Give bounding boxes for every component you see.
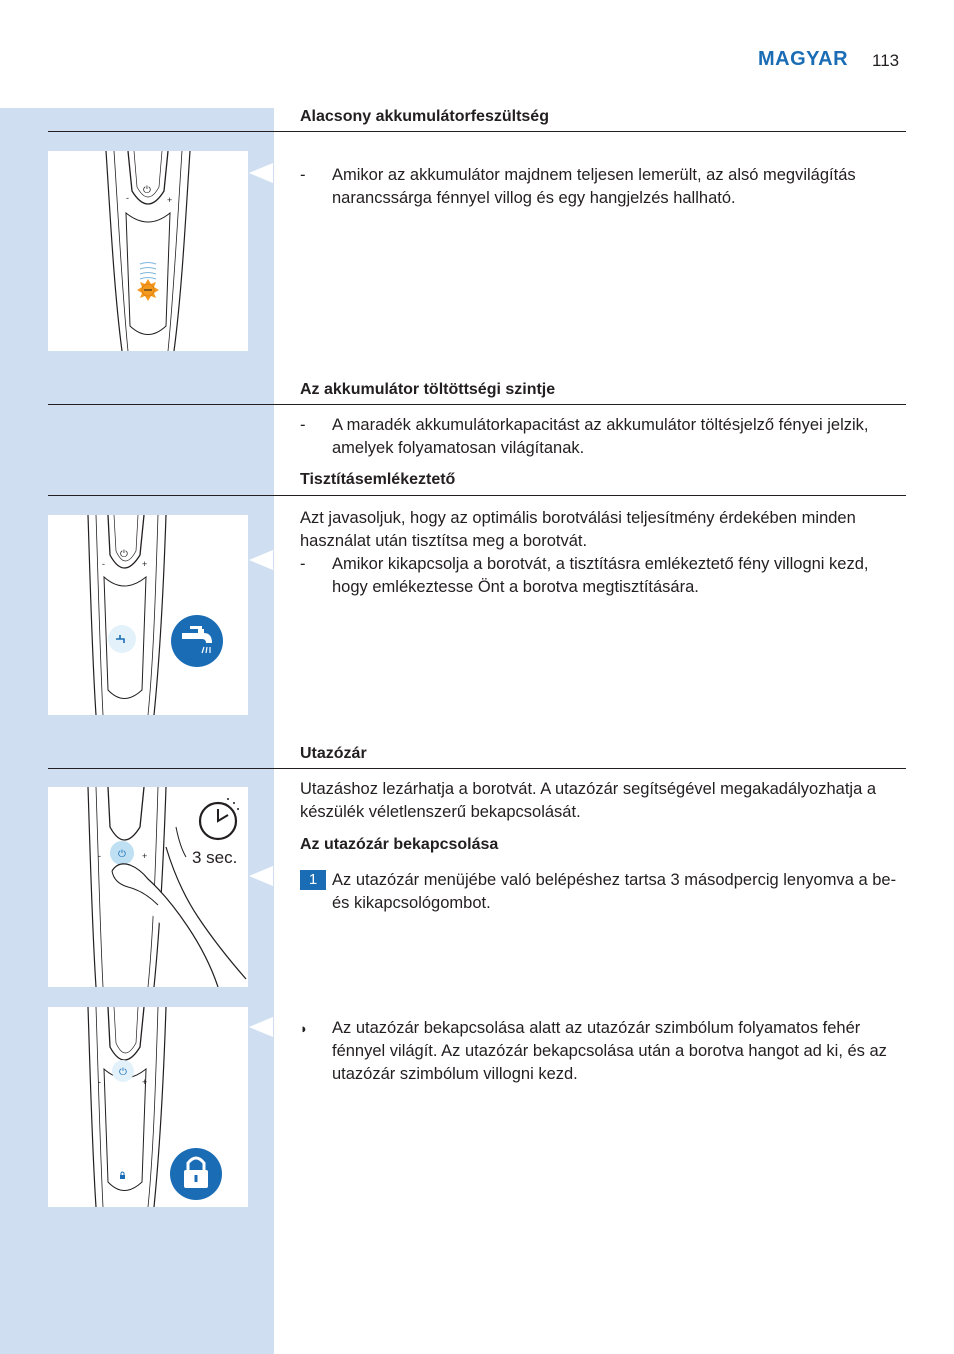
pointer-notch (249, 163, 273, 183)
travel-lock-intro: Utazáshoz lezárhatja a borotvát. A utazózár segítségével megakadályozhatja a készülék véletlenszerű bekapcsolását. (300, 780, 877, 821)
heading-charge-level: Az akkumulátor töltöttségi szintje (300, 381, 556, 398)
power-icon: ⏻ (143, 185, 151, 196)
cleaning-intro: Azt javasoljuk, hogy az optimális borotválási teljesítmény érdekében minden használat után tisztítsa meg a borotvát. (300, 509, 856, 550)
power-icon: ⏻ (118, 849, 126, 860)
battery-warning-icon (137, 263, 159, 302)
illustration-low-battery (48, 151, 248, 351)
timer-icon (200, 798, 239, 839)
step-1-text: Az utazózár menüjébe való belépéshez tartsa 3 másodpercig lenyomva a be- és kikapcsológombot. (332, 871, 897, 912)
pointer-notch (249, 866, 273, 886)
svg-text:+: + (142, 851, 148, 861)
svg-text:-: - (126, 193, 129, 203)
page-number: 113 (872, 51, 900, 70)
faucet-icon (171, 615, 223, 667)
illustration-travel-lock-active (48, 1007, 248, 1207)
svg-text:-: - (102, 559, 105, 569)
power-icon: ⏻ (120, 549, 128, 560)
heading-cleaning-reminder: Tisztításemlékeztető (300, 471, 456, 488)
subheading-travel-lock-on: Az utazózár bekapcsolása (300, 836, 499, 853)
heading-travel-lock: Utazózár (300, 745, 367, 762)
heading-low-battery: Alacsony akkumulátorfeszültség (300, 108, 549, 125)
svg-text:-: - (98, 1077, 101, 1087)
svg-text:-: - (98, 851, 101, 861)
bullet-low-battery: - Amikor az akkumulátor majdnem teljesen lemerült, az alsó megvilágítás narancssárga fénnyel villog és egy hangjelzés hallható. (300, 166, 856, 207)
padlock-icon (170, 1148, 222, 1200)
pointer-notch (249, 550, 273, 570)
bullet-cleaning-reminder: - Amikor kikapcsolja a borotvát, a tisztításra emlékeztető fény villogni kezd, hogy emlékeztesse Önt a borotva megtisztítására. (300, 555, 869, 596)
illustration-cleaning-reminder (48, 515, 248, 715)
section-divider (48, 495, 906, 496)
svg-text:+: + (142, 1077, 148, 1087)
language-label: MAGYAR (758, 48, 849, 70)
section-divider (48, 131, 906, 132)
pointer-notch (249, 1017, 273, 1037)
svg-text:+: + (142, 559, 148, 569)
step-number-badge: 1 (300, 870, 326, 890)
timer-label: 3 sec. (192, 848, 238, 867)
section-divider (48, 768, 906, 769)
illustration-travel-lock-press (48, 787, 248, 987)
power-icon: ⏻ (119, 1067, 127, 1078)
svg-text:+: + (167, 195, 173, 205)
bullet-charge-level: - A maradék akkumulátorkapacitást az akkumulátor töltésjelző fényei jelzik, amelyek folyamatosan világítanak. (300, 416, 869, 457)
result-travel-lock: ◗ Az utazózár bekapcsolása alatt az utazózár szimbólum folyamatos fehér fénnyel világít. Az utazózár bekapcsolása után a borotva hangot ad ki, és az utazózár szimbólum villogni kezd. (300, 1019, 887, 1083)
section-divider (48, 404, 906, 405)
